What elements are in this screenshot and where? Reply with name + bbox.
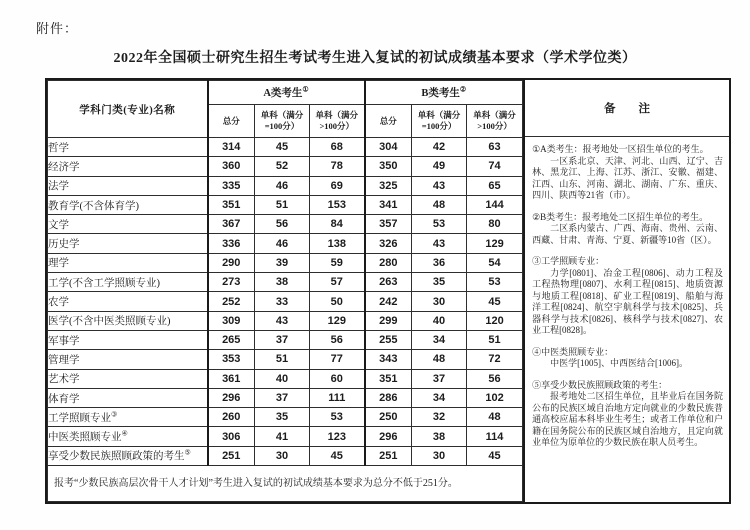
score-cell: 52 (255, 157, 310, 176)
score-cell: 357 (365, 215, 412, 234)
score-cell: 51 (255, 195, 310, 214)
table-row (48, 330, 523, 349)
score-cell: 45 (467, 446, 523, 465)
score-cell: 144 (467, 195, 523, 214)
subject-cell: 文学 (48, 215, 208, 234)
score-cell: 53 (412, 215, 467, 234)
score-cell: 49 (412, 157, 467, 176)
table-row (48, 253, 523, 272)
score-table-body (48, 138, 523, 502)
subject-cell: 工学(不含工学照顾专业) (48, 273, 208, 292)
subject-cell: 中医类照顾专业④ (48, 427, 208, 446)
score-cell: 78 (310, 157, 365, 176)
score-cell: 123 (310, 427, 365, 446)
table-row (48, 176, 523, 195)
score-cell: 37 (255, 330, 310, 349)
score-cell: 138 (310, 234, 365, 253)
score-cell: 360 (208, 157, 255, 176)
score-cell: 30 (412, 446, 467, 465)
score-cell: 367 (208, 215, 255, 234)
score-cell: 56 (310, 330, 365, 349)
group-a-footnote-ref: ① (302, 85, 309, 94)
score-cell: 41 (255, 427, 310, 446)
score-cell: 265 (208, 330, 255, 349)
score-cell: 33 (255, 292, 310, 311)
col-header-single100-a: 单科（满分=100分） (255, 105, 310, 138)
footnote-ref: ④ (121, 429, 128, 438)
score-cell: 304 (365, 138, 412, 157)
score-cell: 53 (467, 273, 523, 292)
remarks-panel (523, 80, 729, 502)
score-cell: 56 (467, 369, 523, 388)
subject-cell: 艺术学 (48, 369, 208, 388)
score-cell: 46 (255, 176, 310, 195)
score-cell: 39 (255, 253, 310, 272)
score-cell: 74 (467, 157, 523, 176)
remark-paragraph: ②B类考生：报考地处二区招生单位的考生。 (532, 211, 709, 222)
score-cell: 40 (255, 369, 310, 388)
score-cell: 80 (467, 215, 523, 234)
score-cell: 36 (412, 253, 467, 272)
footnote-ref: ⑤ (184, 448, 191, 457)
score-cell: 45 (255, 138, 310, 157)
group-a-header (208, 81, 365, 105)
table-row (48, 427, 523, 446)
score-cell: 280 (365, 253, 412, 272)
table-row (48, 292, 523, 311)
score-cell: 63 (467, 138, 523, 157)
score-cell: 38 (255, 273, 310, 292)
score-cell: 43 (412, 176, 467, 195)
score-cell: 336 (208, 234, 255, 253)
subject-cell: 管理学 (48, 350, 208, 369)
footnote-text: 报考“少数民族高层次骨干人才计划”考生进入复试的初试成绩基本要求为总分不低于251分。 (48, 466, 523, 502)
score-cell: 37 (412, 369, 467, 388)
col-header-single100-b: 单科（满分=100分） (412, 105, 467, 138)
subject-column-header: 学科门类(专业)名称 (48, 81, 208, 138)
remark-paragraph: ③工学照顾专业： (532, 256, 605, 266)
group-b-header (365, 81, 523, 105)
table-row (48, 138, 523, 157)
score-cell: 273 (208, 273, 255, 292)
score-cell: 60 (310, 369, 365, 388)
score-cell: 263 (365, 273, 412, 292)
score-cell: 335 (208, 176, 255, 195)
score-cell: 84 (310, 215, 365, 234)
score-cell: 351 (365, 369, 412, 388)
score-cell: 326 (365, 234, 412, 253)
score-cell: 68 (310, 138, 365, 157)
score-cell: 242 (365, 292, 412, 311)
footnote-row (48, 466, 523, 502)
score-cell: 51 (467, 330, 523, 349)
score-cell: 35 (412, 273, 467, 292)
subject-cell: 哲学 (48, 138, 208, 157)
table-row (48, 157, 523, 176)
group-b-label: B类考生 (421, 88, 460, 99)
remark-paragraph: 报考地处二区招生单位，且毕业后在国务院公布的民族区域自治地方定向就业的少数民族普通高校应届本科毕业生考生；或者工作单位和户籍在国务院公布的民族区域自治地方，且定向就业单位为原单位的少数民族在职人员考生。 (532, 391, 723, 447)
subject-cell: 军事学 (48, 330, 208, 349)
remarks-header: 备 注 (525, 80, 729, 137)
table-row (48, 195, 523, 214)
score-cell: 30 (412, 292, 467, 311)
score-cell: 350 (365, 157, 412, 176)
score-cell: 54 (467, 253, 523, 272)
score-cell: 314 (208, 138, 255, 157)
score-cell: 69 (310, 176, 365, 195)
score-cell: 77 (310, 350, 365, 369)
score-cell: 306 (208, 427, 255, 446)
score-cell: 37 (255, 388, 310, 407)
score-cell: 341 (365, 195, 412, 214)
score-cell: 251 (208, 446, 255, 465)
score-cell: 290 (208, 253, 255, 272)
subject-cell: 体育学 (48, 388, 208, 407)
footnote-ref: ③ (111, 410, 118, 419)
remark-paragraph: ④中医类照顾专业： (532, 346, 614, 357)
score-cell: 57 (310, 273, 365, 292)
attachment-label: 附件： (36, 21, 79, 36)
score-cell: 102 (467, 388, 523, 407)
score-cell: 30 (255, 446, 310, 465)
subject-cell: 历史学 (48, 234, 208, 253)
score-cell: 129 (310, 311, 365, 330)
score-cell: 48 (467, 408, 523, 427)
subject-cell: 享受少数民族照顾政策的考生⑤ (48, 446, 208, 465)
score-cell: 38 (412, 427, 467, 446)
score-cell: 65 (467, 176, 523, 195)
score-cell: 48 (412, 350, 467, 369)
page-title: 2022年全国硕士研究生招生考试考生进入复试的初试成绩基本要求（学术学位类） (113, 51, 637, 66)
score-cell: 43 (255, 311, 310, 330)
subject-cell: 法学 (48, 176, 208, 195)
score-cell: 51 (255, 350, 310, 369)
col-header-total-b: 总分 (365, 105, 412, 138)
score-cell: 35 (255, 408, 310, 427)
col-header-single-over100-a: 单科（满分>100分） (310, 105, 365, 138)
score-cell: 309 (208, 311, 255, 330)
score-cell: 120 (467, 311, 523, 330)
table-row (48, 446, 523, 465)
score-table-container (45, 78, 731, 504)
score-table-header (48, 81, 523, 138)
score-cell: 286 (365, 388, 412, 407)
score-cell: 343 (365, 350, 412, 369)
score-cell: 43 (412, 234, 467, 253)
score-cell: 34 (412, 388, 467, 407)
subject-cell: 教育学(不含体育学) (48, 195, 208, 214)
score-cell: 59 (310, 253, 365, 272)
subject-cell: 工学照顾专业③ (48, 408, 208, 427)
score-cell: 50 (310, 292, 365, 311)
score-cell: 129 (467, 234, 523, 253)
score-cell: 48 (412, 195, 467, 214)
col-header-single-over100-b: 单科（满分>100分） (467, 105, 523, 138)
group-b-footnote-ref: ② (459, 85, 467, 94)
subject-cell: 理学 (48, 253, 208, 272)
subject-cell: 农学 (48, 292, 208, 311)
score-cell: 153 (310, 195, 365, 214)
score-cell: 260 (208, 408, 255, 427)
score-cell: 296 (208, 388, 255, 407)
remark-paragraph: 二区系内蒙古、广西、海南、贵州、云南、西藏、甘肃、青海、宁夏、新疆等10省（区）。 (532, 223, 723, 245)
score-cell: 250 (365, 408, 412, 427)
score-cell: 111 (310, 388, 365, 407)
subject-cell: 经济学 (48, 157, 208, 176)
col-header-total-a: 总分 (208, 105, 255, 138)
score-cell: 45 (310, 446, 365, 465)
score-cell: 40 (412, 311, 467, 330)
score-cell: 296 (365, 427, 412, 446)
score-cell: 361 (208, 369, 255, 388)
score-cell: 45 (467, 292, 523, 311)
table-row (48, 215, 523, 234)
score-cell: 42 (412, 138, 467, 157)
table-row (48, 388, 523, 407)
subject-cell: 医学(不含中医类照顾专业) (48, 311, 208, 330)
score-cell: 32 (412, 408, 467, 427)
table-row (48, 234, 523, 253)
remark-paragraph: 力学[0801]、冶金工程[0806]、动力工程及工程热物理[0807]、水利工程[0815]、地质资源与地质工程[0818]、矿业工程[0819]、船舶与海洋工程[0824]、航空宇航科学与技术[0825]、兵器科学与技术[0826]、核科学与技术[0827]、农业工程[0828]。 (532, 267, 723, 335)
score-cell: 34 (412, 330, 467, 349)
score-cell: 255 (365, 330, 412, 349)
table-row (48, 273, 523, 292)
remarks-body (525, 137, 729, 455)
table-row (48, 408, 523, 427)
table-row (48, 369, 523, 388)
score-cell: 251 (365, 446, 412, 465)
remark-paragraph: 一区系北京、天津、河北、山西、辽宁、吉林、黑龙江、上海、江苏、浙江、安徽、福建、江西、山东、河南、湖北、湖南、广东、重庆、四川、陕西等21省（市）。 (532, 155, 723, 200)
score-cell: 353 (208, 350, 255, 369)
score-cell: 53 (310, 408, 365, 427)
score-cell: 299 (365, 311, 412, 330)
remark-paragraph: 中医学[1005]、中西医结合[1006]。 (550, 358, 689, 368)
remark-paragraph: ①A类考生：报考地处一区招生单位的考生。 (532, 144, 709, 154)
score-cell: 72 (467, 350, 523, 369)
score-cell: 252 (208, 292, 255, 311)
group-a-label: A类考生 (263, 88, 303, 99)
remark-paragraph: ⑤享受少数民族照顾政策的考生： (532, 379, 668, 390)
score-cell: 46 (255, 234, 310, 253)
score-table (47, 80, 523, 502)
score-cell: 114 (467, 427, 523, 446)
table-row (48, 350, 523, 369)
table-row (48, 311, 523, 330)
score-cell: 351 (208, 195, 255, 214)
score-cell: 325 (365, 176, 412, 195)
score-cell: 56 (255, 215, 310, 234)
